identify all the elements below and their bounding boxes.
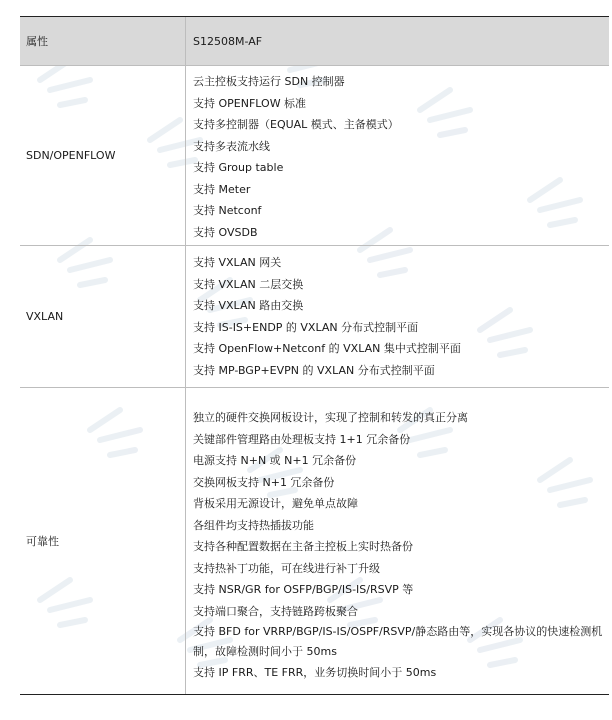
- feature-item: 支持端口聚合，支持链路跨板聚合: [193, 604, 358, 618]
- feature-item: 云主控板支持运行 SDN 控制器: [193, 75, 345, 88]
- feature-item: 支持 Meter: [193, 182, 251, 196]
- feature-item: 支持多表流水线: [193, 139, 270, 153]
- row-features-reliability: [185, 388, 609, 694]
- header-model-cell: S12508M-AF: [185, 17, 609, 65]
- feature-item: 支持各种配置数据在主备主控板上实时热备份: [193, 540, 413, 553]
- feature-item: 支持 OpenFlow+Netconf 的 VXLAN 集中式控制平面: [193, 342, 461, 355]
- table-row-reliability: [20, 387, 609, 694]
- row-features-sdn: [185, 66, 609, 245]
- feature-item: 支持多控制器（EQUAL 模式、主备模式）: [193, 118, 399, 131]
- feature-item: 支持 VXLAN 二层交换: [193, 277, 304, 291]
- feature-item: 支持 Netconf: [193, 204, 262, 217]
- feature-item: 各组件均支持热插拔功能: [193, 518, 314, 532]
- feature-item: 支持 OVSDB: [193, 225, 258, 239]
- table-row-vxlan: [20, 245, 609, 387]
- row-features-vxlan: [185, 246, 609, 387]
- feature-item: 支持 BFD for VRRP/BGP/IS-IS/OSPF/RSVP/静态路由等，实现各协议的快速检测机制，故障检测时间小于 50ms: [193, 625, 603, 658]
- spec-table: [20, 16, 609, 695]
- feature-item: 支持 IP FRR、TE FRR，业务切换时间小于 50ms: [193, 666, 437, 679]
- feature-item: 支持 NSR/GR for OSFP/BGP/IS-IS/RSVP 等: [193, 583, 414, 596]
- row-label-sdn: SDN/OPENFLOW: [26, 149, 116, 162]
- feature-item: 支持 IS-IS+ENDP 的 VXLAN 分布式控制平面: [193, 320, 419, 334]
- feature-item: 背板采用无源设计，避免单点故障: [193, 497, 358, 510]
- row-label-vxlan: VXLAN: [26, 310, 64, 323]
- feature-item: 电源支持 N+N 或 N+1 冗余备份: [193, 454, 357, 467]
- table-header-row: [20, 17, 609, 66]
- row-label-reliability: 可靠性: [26, 534, 59, 548]
- feature-item: 关键部件管理路由处理板支持 1+1 冗余备份: [193, 432, 411, 446]
- header-attr-cell: 属性: [26, 35, 48, 48]
- table-row-sdn: [20, 66, 609, 245]
- feature-item: 支持 VXLAN 路由交换: [193, 299, 304, 312]
- feature-item: 支持 MP-BGP+EVPN 的 VXLAN 分布式控制平面: [193, 363, 435, 377]
- feature-item: 支持 Group table: [193, 161, 284, 174]
- feature-item: 支持热补丁功能，可在线进行补丁升级: [193, 561, 380, 575]
- feature-item: 支持 OPENFLOW 标准: [193, 96, 307, 110]
- feature-item: 交换网板支持 N+1 冗余备份: [193, 475, 335, 489]
- feature-item: 独立的硬件交换网板设计，实现了控制和转发的真正分离: [193, 411, 468, 424]
- feature-item: 支持 VXLAN 网关: [193, 256, 282, 269]
